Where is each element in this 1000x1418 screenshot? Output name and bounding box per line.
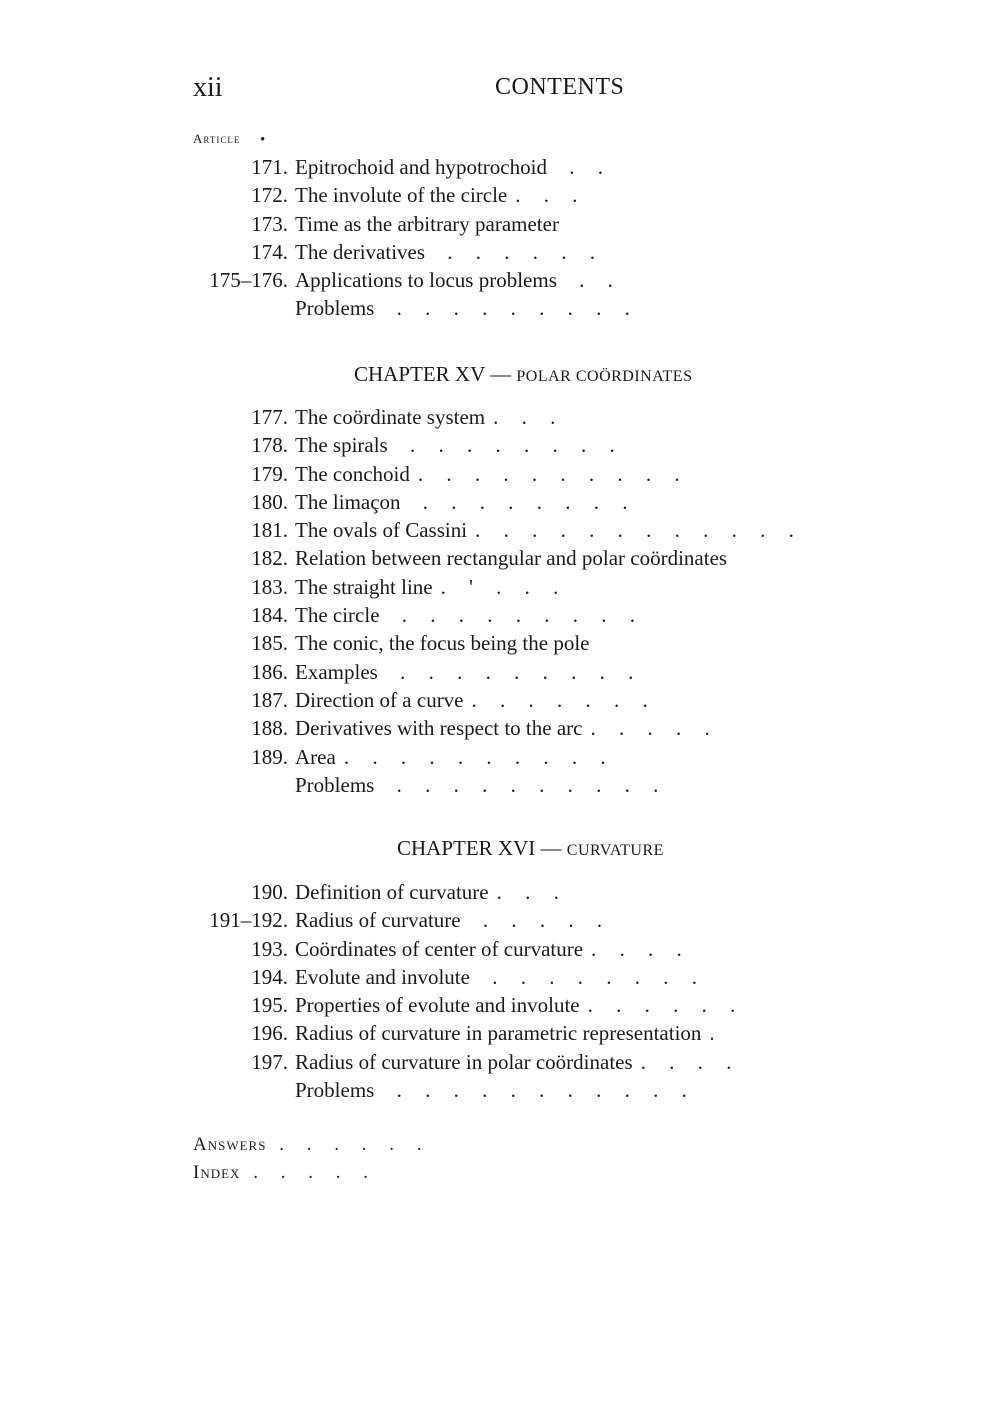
chapter-subject: POLAR COÖRDINATES bbox=[516, 368, 693, 385]
article-number: 185. bbox=[251, 631, 288, 656]
toc-entry[interactable] bbox=[0, 294, 1000, 322]
entry-title: The ovals of Cassini bbox=[295, 518, 468, 543]
article-column-label bbox=[193, 131, 266, 147]
dot-leader: . . . . . . bbox=[279, 1134, 431, 1155]
toc-entry[interactable] bbox=[0, 686, 1000, 714]
article-number: 182. bbox=[251, 546, 288, 571]
article-number: 194. bbox=[251, 964, 288, 989]
dot-leader: . . . . . . . . . bbox=[385, 659, 643, 684]
article-number: 184. bbox=[251, 603, 288, 628]
toc-entry-answers[interactable] bbox=[193, 1131, 430, 1159]
toc-entry[interactable] bbox=[0, 991, 1000, 1019]
toc-entry[interactable] bbox=[0, 906, 1000, 934]
dot-leader: . . . . . bbox=[590, 716, 719, 741]
dot-leader: . . . . . . . . . . bbox=[343, 744, 615, 769]
article-number: 179. bbox=[251, 461, 288, 486]
dot-leader: . . . . bbox=[591, 936, 691, 961]
chapter-heading-15 bbox=[354, 362, 692, 387]
dot-leader: . . . . . . . . bbox=[408, 489, 637, 514]
entry-title: The circle bbox=[295, 603, 380, 628]
running-title: CONTENTS bbox=[495, 74, 625, 100]
entry-title: Relation between rectangular and polar coördinates bbox=[295, 546, 728, 571]
article-number: 191–192. bbox=[209, 908, 288, 933]
article-number: 197. bbox=[251, 1049, 288, 1074]
dot-leader: . . . . . . bbox=[433, 239, 605, 264]
chapter-label: CHAPTER XV bbox=[354, 362, 485, 386]
article-number: 188. bbox=[251, 716, 288, 741]
dot-leader: . . . . . . . . . bbox=[382, 296, 639, 321]
toc-entry[interactable] bbox=[0, 153, 1000, 181]
entry-title: Radius of curvature in polar coördinates bbox=[295, 1049, 633, 1074]
entry-title: Radius of curvature in parametric representation bbox=[295, 1021, 702, 1046]
toc-section-chapter16 bbox=[0, 878, 1000, 1104]
toc-entry[interactable] bbox=[0, 488, 1000, 516]
article-number: 177. bbox=[251, 405, 288, 429]
dot-leader: . . . . . . . . . . . . bbox=[475, 518, 803, 543]
entry-title: Applications to locus problems bbox=[295, 268, 557, 293]
page-number: xii bbox=[193, 72, 223, 103]
dot-leader: . . . . . . . . . . bbox=[417, 461, 689, 486]
entry-title: The conchoid bbox=[295, 461, 410, 486]
dot-leader: . . . . . . bbox=[587, 993, 745, 1018]
entry-title: Problems bbox=[295, 296, 375, 321]
entry-title: The derivatives bbox=[295, 239, 426, 264]
article-number: 171. bbox=[251, 155, 288, 179]
dot-leader: . ' . . . bbox=[440, 574, 568, 599]
entry-title: Problems bbox=[295, 772, 375, 797]
toc-entry[interactable] bbox=[0, 1048, 1000, 1076]
toc-entry[interactable] bbox=[0, 210, 1000, 238]
entry-title: Radius of curvature bbox=[295, 908, 461, 933]
toc-section-chapter14 bbox=[0, 153, 1000, 323]
dot-leader: . . bbox=[564, 268, 622, 293]
dot-leader: . . . . . bbox=[468, 908, 612, 933]
article-number: 181. bbox=[251, 518, 288, 543]
toc-entry[interactable] bbox=[0, 266, 1000, 294]
toc-entry[interactable] bbox=[0, 771, 1000, 799]
entry-title: Direction of a curve bbox=[295, 687, 464, 712]
toc-entry[interactable] bbox=[0, 1076, 1000, 1104]
toc-entry[interactable] bbox=[0, 963, 1000, 991]
entry-label: Index bbox=[193, 1162, 241, 1184]
article-number: 190. bbox=[251, 880, 288, 904]
dot-leader: . . . . . . . . . bbox=[387, 603, 645, 628]
article-number: 183. bbox=[251, 574, 288, 599]
article-number: 178. bbox=[251, 433, 288, 458]
dot-leader: . . . bbox=[496, 880, 568, 904]
article-number: 187. bbox=[251, 687, 288, 712]
toc-entry[interactable] bbox=[0, 629, 1000, 657]
chapter-subject: CURVATURE bbox=[566, 842, 664, 859]
entry-title: Properties of evolute and involute bbox=[295, 993, 580, 1018]
entry-title: Coördinates of center of curvature bbox=[295, 936, 584, 961]
article-number: 195. bbox=[251, 993, 288, 1018]
entry-title: Evolute and involute bbox=[295, 964, 470, 989]
dot-leader: . . . bbox=[515, 183, 587, 208]
dot-leader: . . . . . . . . . . bbox=[382, 772, 668, 797]
entry-title: The limaçon bbox=[295, 489, 401, 514]
chapter-heading-16 bbox=[397, 836, 664, 861]
dot-leader: . . . bbox=[493, 405, 565, 429]
article-label: Article bbox=[193, 131, 241, 146]
article-number: 196. bbox=[251, 1021, 288, 1046]
entry-title: Time as the arbitrary parameter bbox=[295, 211, 559, 236]
toc-entry[interactable] bbox=[0, 573, 1000, 601]
toc-entry[interactable] bbox=[0, 1019, 1000, 1047]
dot-leader: . . . . . . . . bbox=[395, 433, 624, 458]
entry-title: Examples bbox=[295, 659, 378, 684]
entry-label: Answers bbox=[193, 1134, 267, 1155]
entry-title: The spirals bbox=[295, 433, 388, 458]
toc-entry[interactable] bbox=[0, 714, 1000, 742]
toc-entry[interactable] bbox=[0, 601, 1000, 629]
stray-mark: • bbox=[260, 131, 266, 146]
backmatter bbox=[193, 1131, 430, 1188]
toc-entry[interactable] bbox=[0, 460, 1000, 488]
toc-entry[interactable] bbox=[0, 516, 1000, 544]
chapter-dash: — bbox=[484, 362, 517, 386]
entry-title: Derivatives with respect to the arc bbox=[295, 716, 583, 741]
entry-title: Epitrochoid and hypotrochoid bbox=[295, 155, 547, 179]
entry-title: The conic, the focus being the pole bbox=[295, 631, 590, 656]
article-number: 173. bbox=[251, 211, 288, 236]
dot-leader: . . bbox=[554, 155, 612, 179]
article-number: 189. bbox=[251, 744, 288, 769]
entry-title: Definition of curvature bbox=[295, 880, 489, 904]
entry-title: The coördinate system bbox=[295, 405, 486, 429]
entry-title: The straight line bbox=[295, 574, 433, 599]
dot-leader: . . . . . . . . . . . bbox=[382, 1078, 696, 1103]
toc-entry[interactable] bbox=[0, 658, 1000, 686]
toc-entry[interactable] bbox=[0, 431, 1000, 459]
dot-leader: . bbox=[709, 1021, 724, 1046]
toc-entry[interactable] bbox=[0, 403, 1000, 431]
article-number: 174. bbox=[251, 239, 288, 264]
toc-section-chapter15 bbox=[0, 403, 1000, 799]
toc-entry[interactable] bbox=[0, 935, 1000, 963]
toc-entry[interactable] bbox=[0, 181, 1000, 209]
article-number: 180. bbox=[251, 489, 288, 514]
toc-entry[interactable] bbox=[0, 878, 1000, 906]
entry-title: Area bbox=[295, 744, 336, 769]
entry-title: Problems bbox=[295, 1078, 375, 1103]
entry-title: The involute of the circle bbox=[295, 183, 508, 208]
article-number: 175–176. bbox=[209, 268, 288, 293]
article-number: 186. bbox=[251, 659, 288, 684]
toc-entry-index[interactable] bbox=[193, 1159, 430, 1187]
chapter-dash: — bbox=[535, 836, 567, 860]
toc-entry[interactable] bbox=[0, 544, 1000, 572]
article-number: 172. bbox=[251, 183, 288, 208]
article-number: 193. bbox=[251, 936, 288, 961]
dot-leader: . . . . . . . . bbox=[477, 964, 706, 989]
dot-leader: . . . . . . . bbox=[471, 687, 657, 712]
chapter-label: CHAPTER XVI bbox=[397, 836, 536, 860]
dot-leader: . . . . . bbox=[253, 1162, 377, 1184]
toc-entry[interactable] bbox=[0, 238, 1000, 266]
dot-leader: . . . . bbox=[640, 1049, 741, 1074]
toc-entry[interactable] bbox=[0, 743, 1000, 771]
